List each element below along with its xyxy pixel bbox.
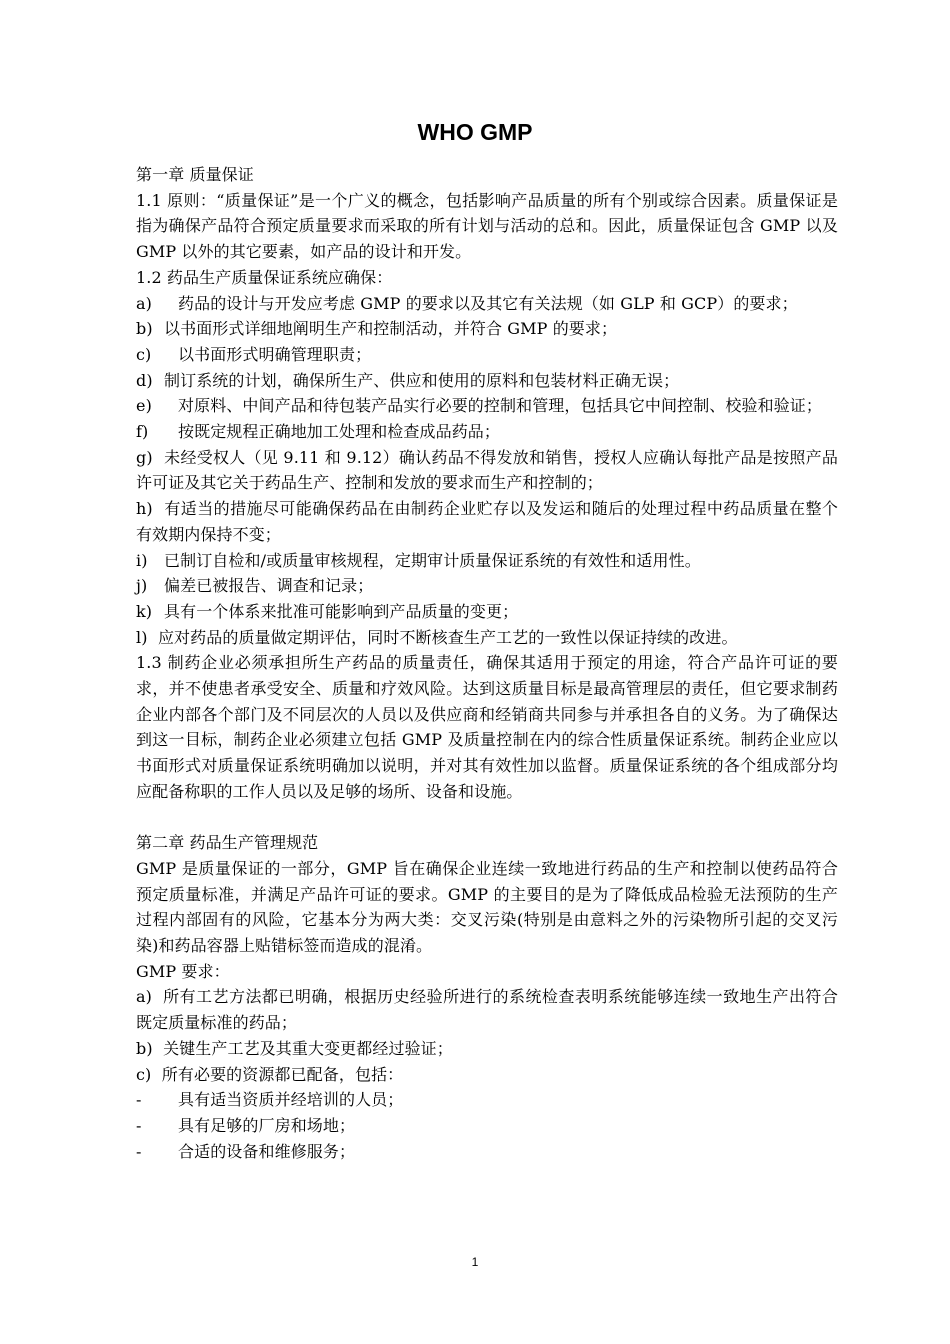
sub-list-item <box>136 1139 838 1165</box>
list-item-text: 应对药品的质量做定期评估，同时不断核查生产工艺的一致性以保证持续的改进。 <box>157 627 738 647</box>
sub-list-item-text: 合适的设备和维修服务； <box>178 1141 356 1161</box>
list-item-text: 所有工艺方法都已明确，根据历史经验所进行的系统检查表明系统能够连续一致地生产出符合既定质量标准的药品； <box>136 987 839 1033</box>
list-item <box>136 393 838 419</box>
list-item-text: 所有必要的资源都已配备，包括： <box>161 1064 404 1084</box>
list-item-label: b) <box>136 1038 153 1058</box>
list-item <box>136 1036 838 1062</box>
list-item-label: i) <box>136 550 148 570</box>
list-item <box>136 496 838 547</box>
list-item-text: 关键生产工艺及其重大变更都经过验证； <box>163 1038 453 1058</box>
list-item-label: k) <box>136 601 153 621</box>
list-item <box>136 599 838 625</box>
list-item <box>136 573 838 599</box>
list-item <box>136 984 838 1035</box>
sub-list-item <box>136 1087 838 1113</box>
list-item-text: 药品的设计与开发应考虑 GMP 的要求以及其它有关法规（如 GLP 和 GCP）的要求； <box>178 293 798 313</box>
sub-list-item-text: 具有足够的厂房和场地； <box>178 1116 356 1135</box>
list-item-text: 对原料、中间产品和待包装产品实行必要的控制和管理，包括具它中间控制、校验和验证； <box>178 396 823 416</box>
chapter2-intro: GMP 是质量保证的一部分，GMP 旨在确保企业连续一致地进行药品的生产和控制以使药品符合预定质量标准，并满足产品许可证的要求。GMP 的主要目的是为了降低成品检验无法预防的生产过程内部固有的风险，它基本分为两大类：交叉污染(特别是由意料之外的污染物所引起的交叉污染)和药品容器上贴错标签而造成的混淆。 <box>136 858 838 956</box>
list-item-text: 具有一个体系来批准可能影响到产品质量的变更； <box>164 601 519 621</box>
sub-list-item-label: - <box>136 1116 142 1135</box>
list-item <box>136 625 838 651</box>
list-item-text: 偏差已被报告、调查和记录； <box>164 576 374 596</box>
list-item-text: 已制订自检和/或质量审核规程，定期审计质量保证系统的有效性和适用性。 <box>164 550 701 570</box>
list-item-text: 按既定规程正确地加工处理和检查成品药品； <box>178 422 501 442</box>
document-title: WHO GMP <box>417 119 533 145</box>
paragraph-1-1: 1.1 原则：“质量保证”是一个广义的概念，包括影响产品质量的所有个别或综合因素。质量保证是指为确保产品符合预定质量要求而采取的所有计划与活动的总和。因此，质量保证包含 GMP 以及 GMP 以外的其它要素，如产品的设计和开发。 <box>136 190 838 262</box>
list-item <box>136 316 838 342</box>
list-item <box>136 1062 838 1088</box>
list-item-text: 以书面形式详细地阐明生产和控制活动，并符合 GMP 的要求； <box>164 319 618 339</box>
list-item-label: d) <box>136 370 153 390</box>
list-item-label: c) <box>136 344 152 364</box>
list-item-label: f) <box>136 422 149 442</box>
paragraph-1-3: 1.3 制药企业必须承担所生产药品的质量责任，确保其适用于预定的用途，符合产品许可证的要求，并不使患者承受安全、质量和疗效风险。达到这质量目标是最高管理层的责任，但它要求制药企业内部各个部门及不同层次的人员以及供应商和经销商共同参与并承担各自的义务。为了确保达到这一目标，制药企业必须建立包括 GMP 及质量控制在内的综合性质量保证系统。制药企业应以书面形式对质量保证系统明确加以说明，并对其有效性加以监督。质量保证系统的各个组成部分均应配备称职的工作人员以及足够的场所、设备和设施。 <box>136 653 838 801</box>
sub-list-item <box>136 1113 838 1139</box>
list-item-label: g) <box>136 447 153 467</box>
list-item-text: 未经受权人（见 9.11 和 9.12）确认药品不得发放和销售，授权人应确认每批产品是按照产品许可证及其它关于药品生产、控制和发放的要求而生产和控制的； <box>136 447 838 493</box>
sub-list-item-label: - <box>136 1090 142 1110</box>
list-item-label: j) <box>136 576 148 596</box>
paragraph-spacer <box>136 805 838 831</box>
list-item-text: 以书面形式明确管理职责； <box>178 344 372 364</box>
list-item-label: c) <box>136 1064 152 1084</box>
sub-list-item-text: 具有适当资质并经培训的人员； <box>178 1090 404 1110</box>
list-item-label: e) <box>136 396 152 416</box>
list-item-text: 有适当的措施尽可能确保药品在由制药企业贮存以及发运和随后的处理过程中药品质量在整个有效期内保持不变； <box>136 499 838 544</box>
chapter1-heading: 第一章 质量保证 <box>136 165 254 184</box>
list-item <box>136 548 838 574</box>
list-item <box>136 368 838 394</box>
gmp-requirements-heading: GMP 要求： <box>136 961 230 981</box>
list-item-text: 制订系统的计划，确保所生产、供应和使用的原料和包装材料正确无误； <box>164 370 680 390</box>
list-item-label: b) <box>136 319 153 339</box>
list-item <box>136 291 838 317</box>
chapter2-heading: 第二章 药品生产管理规范 <box>136 833 319 853</box>
sub-list-item-label: - <box>136 1141 142 1161</box>
list-item <box>136 419 838 445</box>
list-item-label: a) <box>136 293 152 313</box>
paragraph-1-2: 1.2 药品生产质量保证系统应确保： <box>136 267 393 287</box>
document-body <box>136 162 838 1164</box>
page-number: 1 <box>471 1255 479 1269</box>
list-item <box>136 445 838 496</box>
list-item-label: h) <box>136 499 153 519</box>
list-item-label: l) <box>136 627 148 647</box>
list-item <box>136 342 838 368</box>
list-item-label: a) <box>136 987 152 1007</box>
